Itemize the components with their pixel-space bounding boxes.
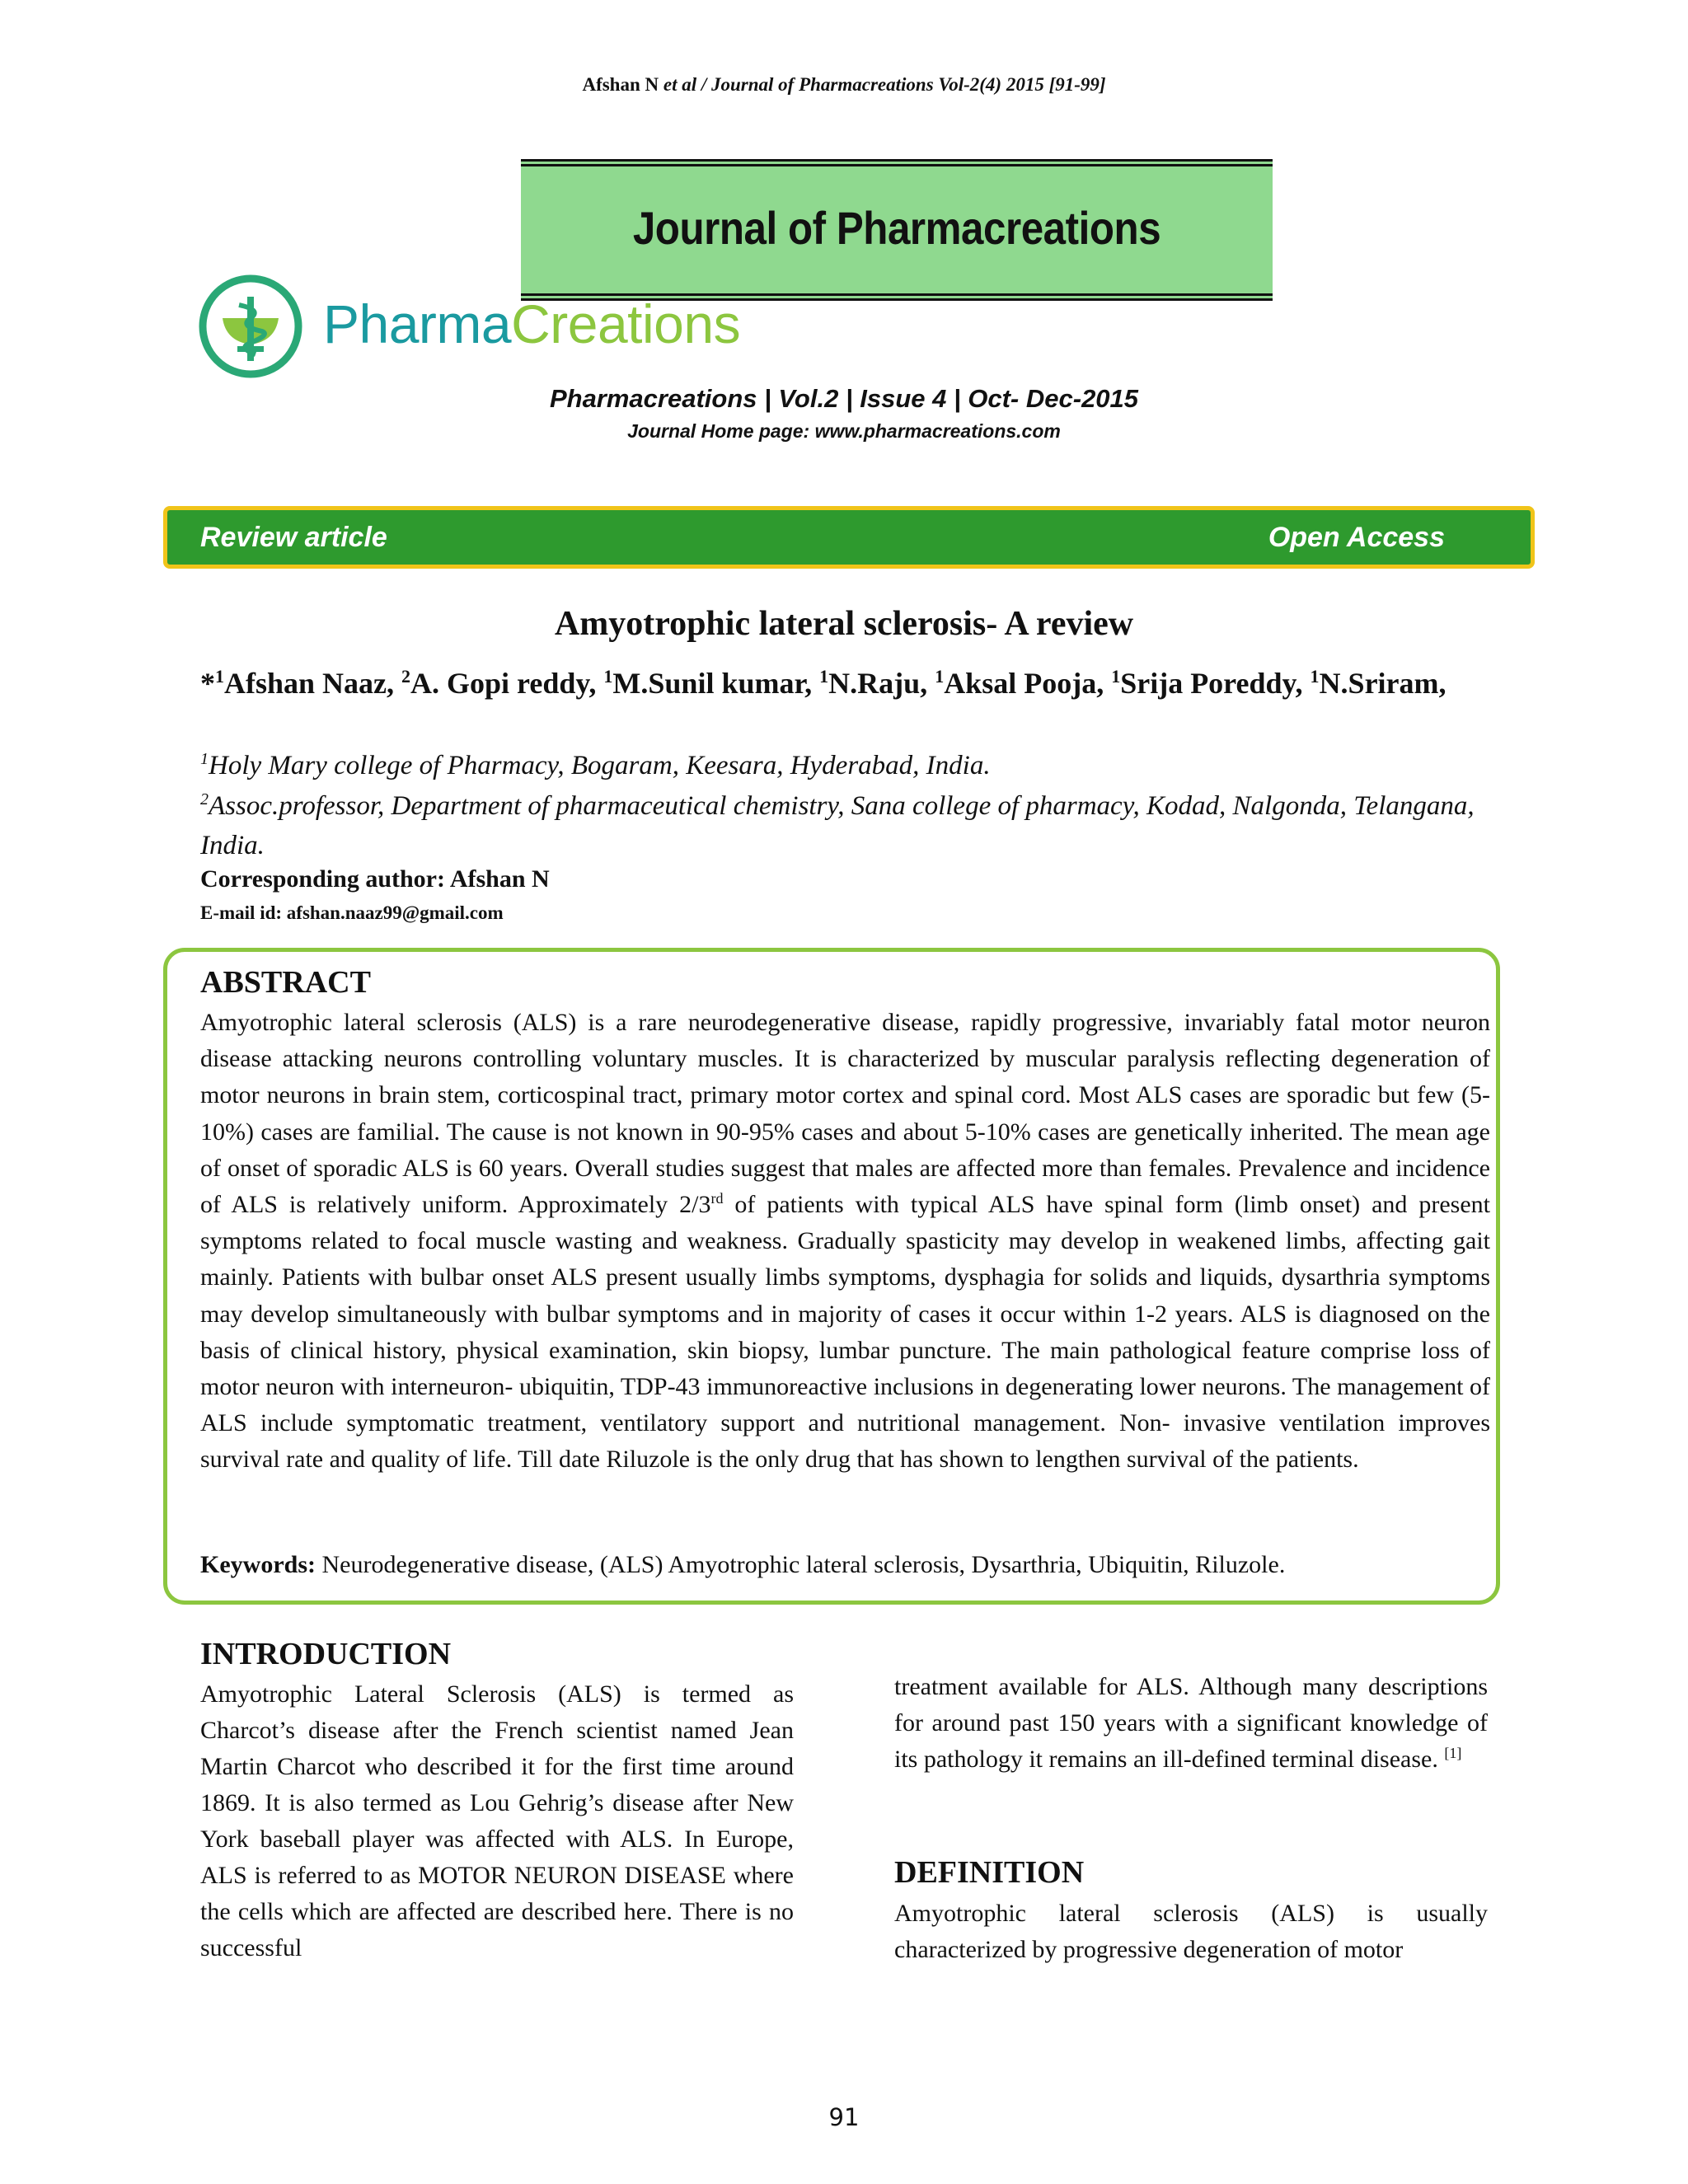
logo-text-pharma: Pharma [323,293,512,354]
introduction-text-col2: treatment available for ALS. Although many descriptions for around past 150 years with a significant knowledge of its pathology it remains an ill-defined terminal disease. [1] [894,1673,1488,1773]
running-head-citation: et al / Journal of Pharmacreations Vol-2(4) 2015 [91-99] [663,74,1106,95]
corresponding-author: Corresponding author: Afshan N [200,865,550,893]
citation: [1] [1444,1745,1462,1761]
definition-heading: DEFINITION [894,1855,1085,1890]
author: *$^1$Afshan Naaz, [200,666,395,700]
introduction-heading: INTRODUCTION [200,1637,452,1671]
logo-wordmark [323,293,740,355]
author: $^2$A. Gopi reddy, [401,666,597,700]
article-title: Amyotrophic lateral sclerosis- A review [554,605,1134,643]
keywords [200,1551,1490,1579]
caduceus-bowl-icon [196,272,305,381]
abstract-text: Amyotrophic lateral sclerosis (ALS) is a rare neurodegenerative disease, rapidly progressive, invariably fatal motor neuron disease attacking neurons controlling voluntary muscles. It is characterized by muscular paralysis reflecting degeneration of motor neurons in brain stem, corticospinal tract, primary motor cortex and spinal cord. Most ALS cases are sporadic but few (5-10%) cases are familial. The cause is not known in 90-95% cases and about 5-10% cases are genetically inherited. The mean age of onset of sporadic ALS is 60 years. Overall studies suggest that males are affected more than females. Prevalence and incidence of ALS is relatively uniform. Approximately 2/3rd of patients with typical ALS have spinal form (limb onset) and present symptoms related to focal muscle wasting and weakness. Gradually spasticity may develop in weakened limbs, affecting gait mainly. Patients with bulbar onset ALS present usually limbs symptoms, dysphagia for solids and liquids, dysarthria symptoms may develop simultaneously with bulbar symptoms and in majority of cases it occur within 1-2 years. ALS is diagnosed on the basis of clinical history, physical examination, skin biopsy, lumbar puncture. The main pathological feature comprise loss of motor neuron with interneuron- ubiquitin, TDP-43 immunoreactive inclusions in degenerating lower neurons. The management of ALS include symptomatic treatment, ventilatory support and nutritional management. Non- invasive ventilation improves survival rate and quality of life. Till date Riluzole is the only drug that has shown to lengthen survival of the patients. [200,1009,1490,1474]
abstract-heading: ABSTRACT [200,965,371,1000]
keywords-list: Neurodegenerative disease, (ALS) Amyotrophic lateral sclerosis, Dysarthria, Ubiquitin, Riluzole. [315,1551,1286,1578]
journal-name: Journal of Pharmacreations [632,202,1161,254]
introduction-text-col1: Amyotrophic Lateral Sclerosis (ALS) is termed as Charcot’s disease after the French scientist named Jean Martin Charcot who described it for the first time around 1869. It is also termed as Lou Gehrig’s disease after New York baseball player was affected with ALS. In Europe, ALS is referred to as MOTOR NEURON DISEASE where the cells which are affected are described here. There is no successful [200,1680,794,1961]
author-list [200,655,1490,705]
author: $^1$N.Raju, [819,666,928,700]
affiliation: $^2$Assoc.professor, Department of pharmaceutical chemistry, Sana college of pharmacy, Kodad, Nalgonda, Telangana, India. [200,790,1475,860]
author: $^1$N.Sriram, [1310,666,1447,700]
running-head-author: Afshan N [582,74,659,95]
article-type-bar [163,506,1535,569]
definition-text: Amyotrophic lateral sclerosis (ALS) is usually characterized by progressive degeneration of motor [894,1900,1488,1963]
homepage-line: Journal Home page: www.pharmacreations.com [627,420,1061,442]
journal-banner [521,159,1273,301]
running-head [0,74,1688,96]
keywords-label: Keywords: [200,1551,316,1578]
affiliation: $^1$Holy Mary college of Pharmacy, Bogaram, Keesara, Hyderabad, India. [200,750,991,780]
author: $^1$M.Sunil kumar, [603,666,813,700]
page-number: 91 [828,2103,860,2131]
author-email: E-mail id: afshan.naaz99@gmail.com [200,902,504,923]
article-type-label: Review article [200,522,387,553]
open-access-label: Open Access [1268,522,1445,553]
author: $^1$Aksal Pooja, [935,666,1104,700]
issue-line: Pharmacreations | Vol.2 | Issue 4 | Oct- Dec-2015 [549,384,1139,413]
author: $^1$Srija Poreddy, [1111,666,1303,700]
logo-text-creations: Creations [511,293,741,354]
